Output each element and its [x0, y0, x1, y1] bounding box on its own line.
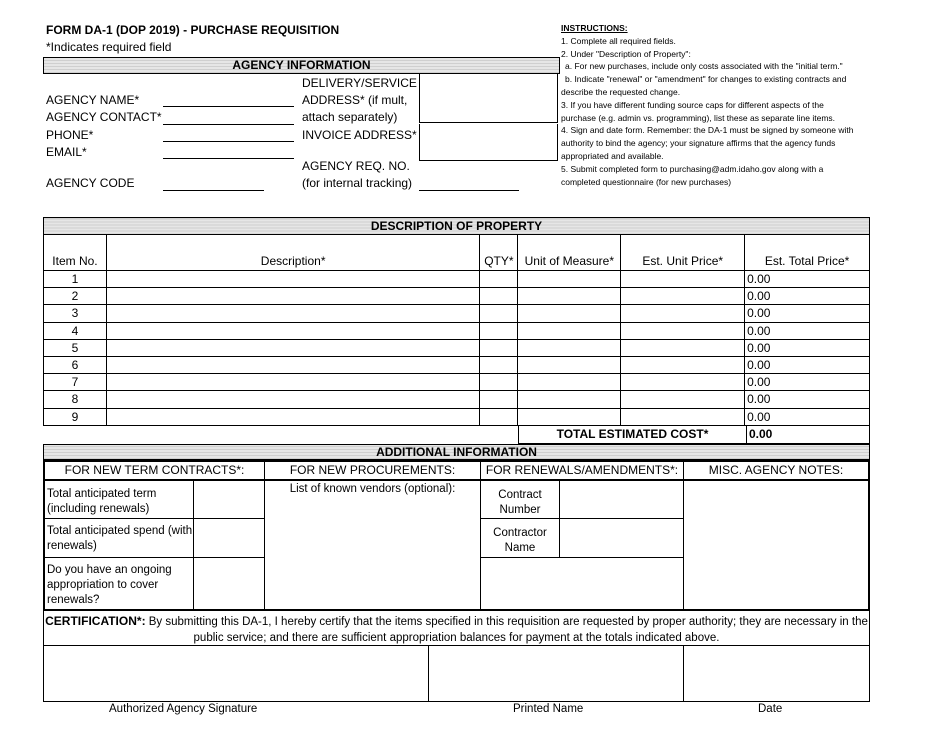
- col-item-no: Item No.: [44, 235, 107, 271]
- unit-cell[interactable]: [518, 408, 621, 425]
- delivery-address-field[interactable]: [419, 73, 558, 123]
- unit-price-cell[interactable]: [621, 271, 745, 288]
- total-price-cell: 0.00: [745, 408, 870, 425]
- invoice-address-field[interactable]: [419, 124, 558, 161]
- total-divider: [746, 426, 747, 443]
- description-cell[interactable]: [106, 374, 479, 391]
- delivery-address-label-3: attach separately): [302, 110, 398, 124]
- agency-code-field[interactable]: [163, 190, 264, 191]
- total-row: [518, 426, 870, 444]
- certification-text: By submitting this DA-1, I hereby certify that the items specified in this requisition are requested by proper authority; they are necessary in the: [145, 616, 868, 628]
- instruction-line: b. Indicate "renewal" or "amendment" for changes to existing contracts and: [565, 74, 847, 85]
- qty-cell[interactable]: [480, 391, 518, 408]
- total-price-cell: 0.00: [745, 305, 870, 322]
- total-price-cell: 0.00: [745, 374, 870, 391]
- instructions-heading: INSTRUCTIONS:: [561, 23, 628, 33]
- unit-price-cell[interactable]: [621, 408, 745, 425]
- renewal-notes-field[interactable]: [480, 557, 684, 611]
- instruction-line: purchase (e.g. admin vs. programming), list these as separate line items.: [561, 112, 836, 123]
- instruction-line: 2. Under "Description of Property":: [561, 48, 691, 59]
- contract-number-field[interactable]: [559, 480, 684, 519]
- qty-cell[interactable]: [480, 356, 518, 373]
- unit-price-cell[interactable]: [621, 374, 745, 391]
- table-row: [44, 339, 870, 356]
- property-table: [43, 217, 870, 426]
- agency-name-field[interactable]: [163, 106, 294, 107]
- item-no: 2: [44, 288, 107, 305]
- agency-req-label-1: AGENCY REQ. NO.: [302, 159, 410, 173]
- unit-price-cell[interactable]: [621, 288, 745, 305]
- agency-name-label: AGENCY NAME*: [46, 93, 140, 107]
- certification-text-2: public service; and there are sufficient appropriation balances for payment at the totals indicated above.: [193, 632, 720, 644]
- form-title: FORM DA-1 (DOP 2019) - PURCHASE REQUISITION: [46, 23, 340, 37]
- email-field[interactable]: [163, 158, 294, 159]
- unit-cell[interactable]: [518, 391, 621, 408]
- unit-price-cell[interactable]: [621, 322, 745, 339]
- item-no: 3: [44, 305, 107, 322]
- table-row: [44, 305, 870, 322]
- contractor-name-field[interactable]: [559, 518, 684, 558]
- contract-number-label: Contract Number: [480, 480, 560, 519]
- col-qty: QTY*: [480, 235, 518, 271]
- unit-price-cell[interactable]: [621, 391, 745, 408]
- new-term-header: FOR NEW TERM CONTRACTS*:: [43, 460, 265, 481]
- item-no: 5: [44, 339, 107, 356]
- item-no: 9: [44, 408, 107, 425]
- description-cell[interactable]: [106, 391, 479, 408]
- total-price-cell: 0.00: [745, 288, 870, 305]
- table-row: [44, 391, 870, 408]
- agency-code-label: AGENCY CODE: [46, 176, 135, 190]
- certification-label: CERTIFICATION*:: [45, 614, 146, 628]
- new-procurements-header: FOR NEW PROCUREMENTS:: [264, 460, 481, 481]
- contractor-name-label: Contractor Name: [480, 518, 560, 558]
- instruction-line: describe the requested change.: [561, 86, 681, 97]
- total-price-cell: 0.00: [745, 356, 870, 373]
- unit-cell[interactable]: [518, 288, 621, 305]
- phone-field[interactable]: [163, 141, 294, 142]
- unit-cell[interactable]: [518, 356, 621, 373]
- instruction-line: 5. Submit completed form to purchasing@adm.idaho.gov along with a: [561, 163, 824, 174]
- description-cell[interactable]: [106, 288, 479, 305]
- misc-notes-header: MISC. AGENCY NOTES:: [683, 460, 870, 481]
- certification-box: [43, 610, 870, 646]
- agency-info-header: AGENCY INFORMATION: [43, 57, 560, 74]
- date-field[interactable]: [683, 645, 870, 702]
- table-row: [44, 356, 870, 373]
- description-cell[interactable]: [106, 305, 479, 322]
- description-cell[interactable]: [106, 271, 479, 288]
- unit-cell[interactable]: [518, 322, 621, 339]
- phone-label: PHONE*: [46, 128, 94, 142]
- description-cell[interactable]: [106, 408, 479, 425]
- qty-cell[interactable]: [480, 288, 518, 305]
- required-note: *Indicates required field: [46, 40, 172, 54]
- term-label: Total anticipated term (including renewals): [43, 480, 194, 519]
- delivery-address-label-2: ADDRESS* (if mult,: [302, 93, 408, 107]
- total-price-cell: 0.00: [745, 271, 870, 288]
- item-no: 7: [44, 374, 107, 391]
- qty-cell[interactable]: [480, 271, 518, 288]
- qty-cell[interactable]: [480, 339, 518, 356]
- table-row: [44, 322, 870, 339]
- agency-contact-field[interactable]: [163, 124, 294, 125]
- total-price-cell: 0.00: [745, 322, 870, 339]
- qty-cell[interactable]: [480, 408, 518, 425]
- signature-field[interactable]: [43, 645, 429, 702]
- item-no: 4: [44, 322, 107, 339]
- item-no: 8: [44, 391, 107, 408]
- col-unit-of-measure: Unit of Measure*: [518, 235, 621, 271]
- description-cell[interactable]: [106, 339, 479, 356]
- qty-cell[interactable]: [480, 374, 518, 391]
- invoice-address-label: INVOICE ADDRESS*: [302, 128, 417, 142]
- table-row: [44, 374, 870, 391]
- delivery-address-label-1: DELIVERY/SERVICE: [302, 76, 417, 90]
- misc-notes-field[interactable]: [683, 480, 870, 611]
- col-total-price: Est. Total Price*: [745, 235, 870, 271]
- appropriation-field[interactable]: [193, 557, 265, 611]
- total-price-cell: 0.00: [745, 339, 870, 356]
- printed-name-field[interactable]: [428, 645, 684, 702]
- item-no: 6: [44, 356, 107, 373]
- table-row: [44, 271, 870, 288]
- renewals-header: FOR RENEWALS/AMENDMENTS*:: [480, 460, 684, 481]
- unit-cell[interactable]: [518, 305, 621, 322]
- qty-cell[interactable]: [480, 305, 518, 322]
- appropriation-label: Do you have an ongoing appropriation to cover renewals?: [43, 557, 194, 611]
- instruction-line: appropriated and available.: [561, 150, 664, 161]
- spend-label: Total anticipated spend (with renewals): [43, 518, 194, 558]
- total-estimated-cost-label: TOTAL ESTIMATED COST*: [556, 427, 709, 441]
- spend-field[interactable]: [193, 518, 265, 558]
- instruction-line: 1. Complete all required fields.: [561, 35, 676, 46]
- agency-req-field[interactable]: [419, 190, 519, 191]
- unit-price-cell[interactable]: [621, 356, 745, 373]
- email-label: EMAIL*: [46, 145, 87, 159]
- description-cell[interactable]: [106, 322, 479, 339]
- date-label: Date: [758, 703, 783, 715]
- item-no: 1: [44, 271, 107, 288]
- instruction-line: authority to bind the agency; your signature affirms that the agency funds: [561, 138, 836, 149]
- instruction-line: 3. If you have different funding source caps for different aspects of the: [561, 99, 824, 110]
- unit-cell[interactable]: [518, 374, 621, 391]
- additional-info-header: ADDITIONAL INFORMATION: [43, 444, 870, 460]
- agency-contact-label: AGENCY CONTACT*: [46, 110, 162, 124]
- instruction-line: 4. Sign and date form. Remember: the DA-1 must be signed by someone with: [561, 125, 854, 136]
- term-field[interactable]: [193, 480, 265, 519]
- unit-price-cell[interactable]: [621, 305, 745, 322]
- instruction-line: completed questionnaire (for new purchases): [561, 176, 732, 187]
- printed-name-label: Printed Name: [513, 703, 584, 715]
- col-unit-price: Est. Unit Price*: [621, 235, 745, 271]
- unit-cell[interactable]: [518, 271, 621, 288]
- vendors-field[interactable]: [264, 480, 481, 611]
- col-description: Description*: [106, 235, 479, 271]
- agency-req-label-2: (for internal tracking): [302, 176, 413, 190]
- vendors-label: List of known vendors (optional):: [289, 483, 456, 495]
- qty-cell[interactable]: [480, 322, 518, 339]
- total-estimated-cost-value: 0.00: [749, 427, 773, 441]
- total-price-cell: 0.00: [745, 391, 870, 408]
- unit-price-cell[interactable]: [621, 339, 745, 356]
- table-row: [44, 288, 870, 305]
- instructions: [561, 22, 891, 188]
- table-row: [44, 408, 870, 425]
- property-header: DESCRIPTION OF PROPERTY: [44, 218, 870, 235]
- unit-cell[interactable]: [518, 339, 621, 356]
- description-cell[interactable]: [106, 356, 479, 373]
- signature-label: Authorized Agency Signature: [109, 703, 258, 715]
- instruction-line: a. For new purchases, include only costs associated with the "initial term.": [565, 61, 843, 72]
